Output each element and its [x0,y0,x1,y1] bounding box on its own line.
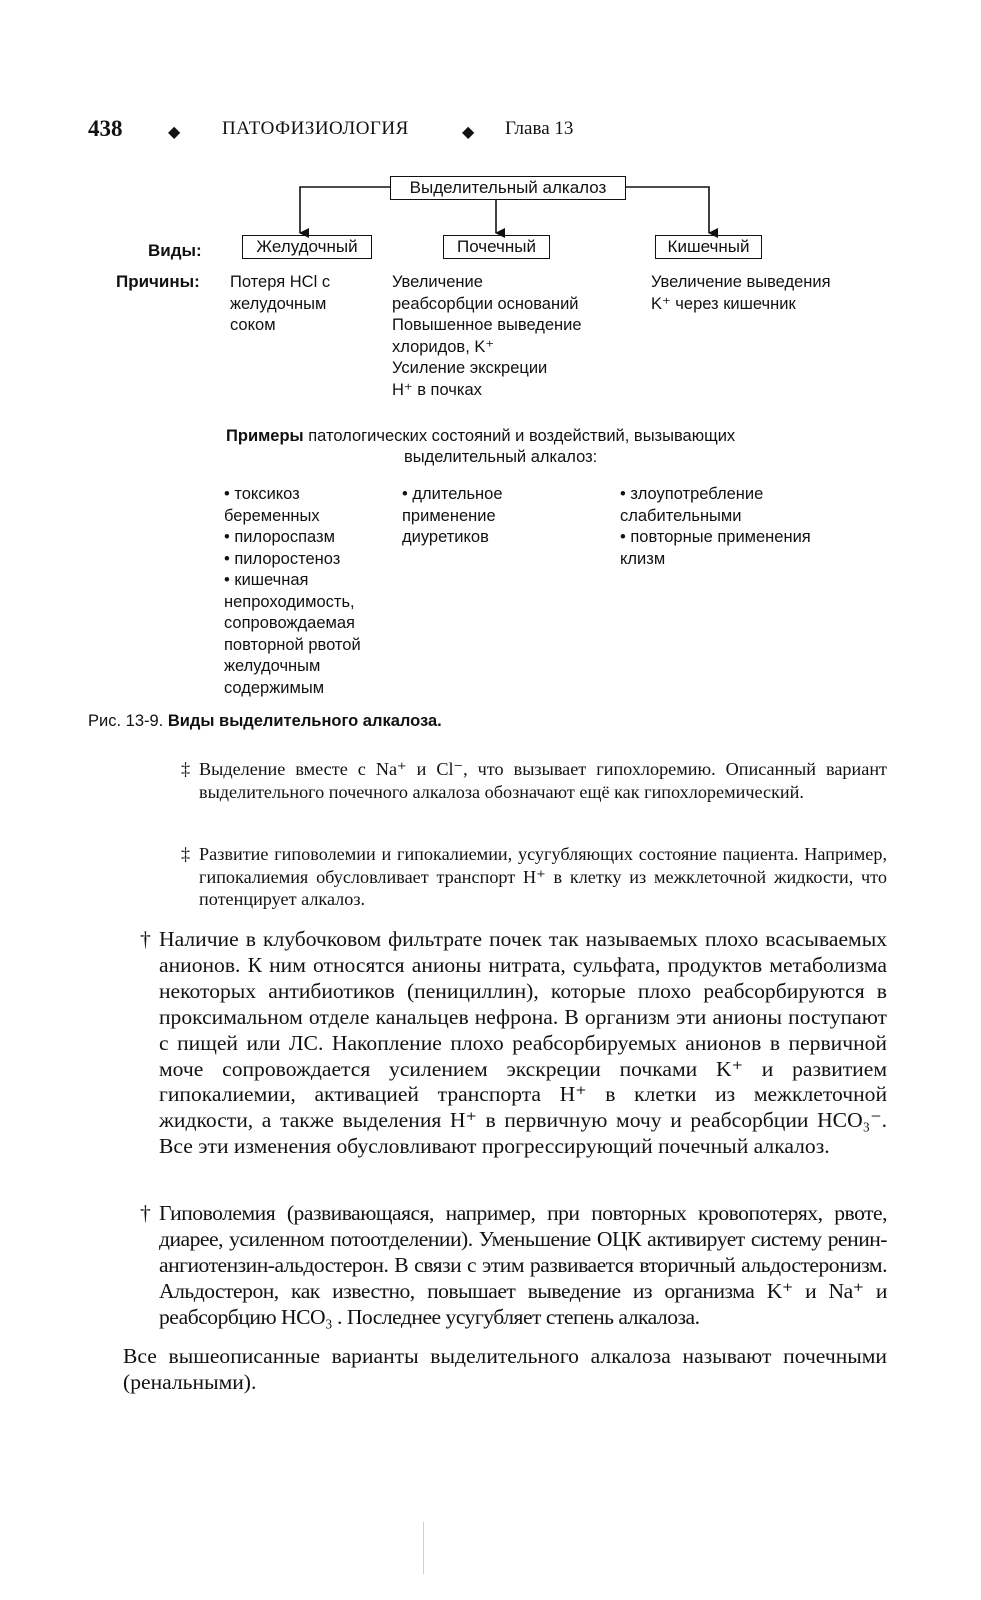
root-box: Выделительный алкалоз [390,176,626,200]
caption-text: Виды выделительного алкалоза. [167,712,442,730]
bullet-double-dagger: ‡ [181,844,191,864]
chapter-label: Глава 13 [505,118,574,139]
examples-heading-line2: выделительный алкалоз: [404,448,598,466]
type-box-gastric: Желудочный [242,235,372,259]
caption-prefix: Рис. 13-9. [88,712,164,730]
scan-artifact-line [423,1522,424,1574]
diamond-icon: ◆ [168,124,181,141]
book-title: ПАТОФИЗИОЛОГИЯ [222,118,409,139]
paragraph-poorly-absorbed-anions: Наличие в клубочковом фильтрате почек так называемых плохо всасываемых анионов. К ним относятся анионы нитрата, сульфата, продуктов метаболизма некоторых антибиотиков (пенициллин), которые плохо реабсорбируются в проксимальном отделе канальцев нефрона. В организм эти анионы поступают с пищей или ЛС. Накопление плохо реабсорбируемых анионов в первичной моче сопровождается усилением экскреции почками K⁺ и развитием гипокалиемии, активацией транспорта H⁺ в клетки из межклеточной жидкости, а также выделения H⁺ в первичную мочу и реабсорбции HCO₃⁻. Все эти изменения обусловливают прогрессирующий почечный алкалоз. [159,927,887,1159]
examples-heading-bold: Примеры [226,427,304,445]
examples-heading [226,426,846,447]
causes-intestinal: Увеличение выведения K⁺ через кишечник [651,273,831,313]
bullet-dagger: † [140,1201,151,1225]
types-row-label: Виды: [148,241,202,260]
connector-right [626,187,709,233]
paragraph-hypovolemia-hypokalemia: Развитие гиповолемии и гипокалиемии, усугубляющих состояние пациента. Например, гипокалиемия обусловливает транспорт H⁺ в клетку из межклеточной жидкости, что потенцирует алкалоз. [199,844,887,909]
examples-renal: • длительное применение диуретиков [402,485,503,546]
paragraph-hypochloremia: Выделение вместе с Na⁺ и Cl⁻, что вызывает гипохлоремию. Описанный вариант выделительного почечного алкалоза обозначают ещё как гипохлоремический. [199,759,887,802]
examples-gastric: • токсикоз беременных • пилороспазм • пилоростеноз • кишечная непроходимость, сопровождаемая повторной рвотой желудочным содержимым [224,485,361,697]
type-box-renal: Почечный [443,235,550,259]
paragraph-hypovolemia: Гиповолемия (развивающаяся, например, при повторных кровопотерях, рвоте, диарее, усиленном потоотделении). Уменьшение ОЦК активирует систему ренин-ангиотензин-альдостерон. В связи с этим развивается вторичный альдостеронизм. Альдостерон, как известно, повышает выведение из организма K⁺ и Na⁺ и реабсорбцию HCO₃ . Последнее усугубляет степень алкалоза. [159,1201,887,1329]
page-number: 438 [88,116,123,141]
examples-intestinal: • злоупотребление слабительными • повторные применения клизм [620,485,811,568]
type-box-intestinal: Кишечный [655,235,762,259]
causes-gastric: Потеря HCl с желудочным соком [230,273,331,334]
paragraph-conclusion: Все вышеописанные варианты выделительного алкалоза называют почечными (ренальными). [123,1344,887,1394]
causes-row-label: Причины: [116,272,200,291]
bullet-dagger: † [140,927,151,951]
connector-left [300,187,390,233]
examples-heading-rest: патологических состояний и воздействий, вызывающих [308,427,736,445]
diagram-connectors [0,0,981,260]
diamond-icon: ◆ [462,124,475,141]
causes-renal: Увеличение реабсорбции оснований Повышенное выведение хлоридов, K⁺ Усиление экскреции H⁺ в почках [392,273,582,399]
bullet-double-dagger: ‡ [181,759,191,779]
figure-caption [88,712,442,731]
